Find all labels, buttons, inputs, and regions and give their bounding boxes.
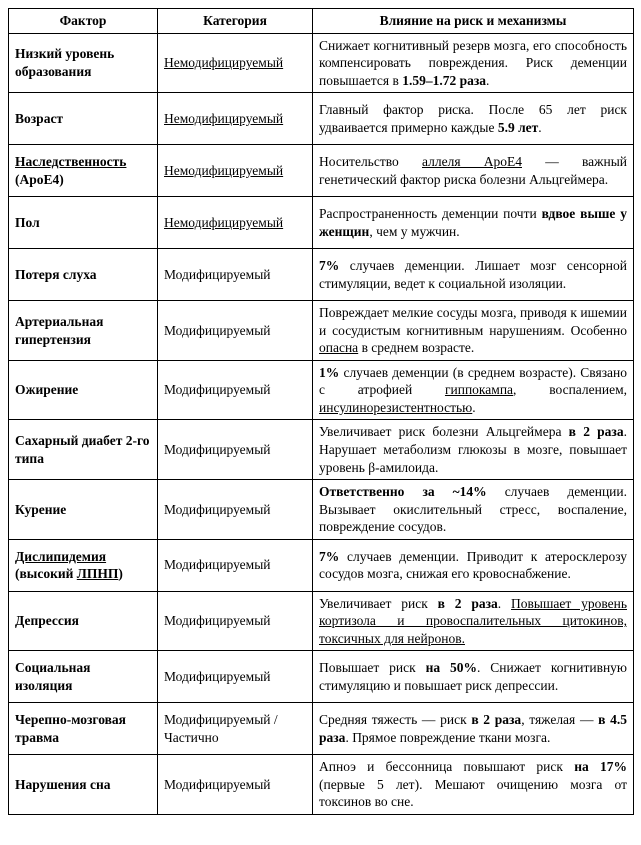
text-segment: Немодифицируемый xyxy=(164,162,284,178)
table-body xyxy=(9,33,634,814)
text-segment: Нарушения сна xyxy=(15,776,111,792)
text-segment: , тяжелая — xyxy=(521,712,599,728)
table-row xyxy=(9,301,634,361)
table-header xyxy=(9,9,634,34)
influence-cell xyxy=(313,591,634,651)
factor-cell xyxy=(9,145,158,197)
text-segment: Черепно-мозговая травма xyxy=(15,712,126,745)
text-segment: случаев деменции (в среднем возрасте). Связано с атрофией xyxy=(319,364,627,398)
influence-cell xyxy=(313,703,634,755)
table-row xyxy=(9,145,634,197)
influence-cell xyxy=(313,755,634,815)
factor-cell xyxy=(9,703,158,755)
category-cell xyxy=(158,301,313,361)
text-segment: . xyxy=(472,399,476,415)
text-segment: гиппокампа xyxy=(444,382,514,398)
text-segment: Носительство xyxy=(319,154,422,170)
factor-cell xyxy=(9,360,158,420)
text-segment: Главный фактор риска. После 65 лет риск удваивается примерно каждые xyxy=(319,102,627,135)
text-segment: случаев деменции. Приводит к атеросклерозу сосудов мозга, снижая его кровоснабжение. xyxy=(319,548,627,582)
category-cell xyxy=(158,145,313,197)
factor-cell xyxy=(9,420,158,480)
table-row xyxy=(9,33,634,93)
influence-cell xyxy=(313,145,634,197)
text-segment: — важный генетический фактор риска болезни Альцгеймера. xyxy=(319,154,627,187)
text-segment: Наследственность xyxy=(15,154,127,170)
category-cell xyxy=(158,420,313,480)
text-segment: в среднем возрасте. xyxy=(358,340,475,356)
text-segment: Немодифицируемый xyxy=(164,214,284,230)
text-segment: Социальная изоляция xyxy=(15,660,91,693)
text-segment: (первые 5 лет). Мешают очищению мозга от токсинов во сне. xyxy=(319,776,627,810)
text-segment: , чем у мужчин. xyxy=(369,223,460,239)
text-segment: Модифицируемый xyxy=(164,613,271,629)
factor-cell xyxy=(9,480,158,540)
text-segment: 7% xyxy=(319,258,340,274)
factor-cell xyxy=(9,249,158,301)
influence-cell xyxy=(313,360,634,420)
text-segment: ЛПНП xyxy=(76,566,119,582)
text-segment: Средняя тяжесть — риск xyxy=(319,712,472,728)
text-segment: Повреждает мелкие сосуды мозга, приводя к ишемии и сосудистым когнитивным нарушениям. Особенно xyxy=(319,305,627,338)
text-segment: Сахарный диабет 2-го типа xyxy=(15,433,150,466)
text-segment: Увеличивает риск xyxy=(319,595,438,611)
text-segment: Модифицируемый xyxy=(164,266,271,282)
text-segment: . xyxy=(538,119,542,135)
text-segment: Возраст xyxy=(15,110,64,126)
text-segment: 1.59–1.72 раза xyxy=(402,72,487,88)
category-cell xyxy=(158,249,313,301)
text-segment: Модифицируемый /Частично xyxy=(164,712,278,745)
table-row xyxy=(9,755,634,815)
category-cell xyxy=(158,197,313,249)
factor-cell xyxy=(9,93,158,145)
table-row xyxy=(9,197,634,249)
text-segment: инсулинорезистентностью xyxy=(319,399,473,415)
factor-cell xyxy=(9,197,158,249)
text-segment: Повышает уровень кортизола и провоспалительных цитокинов, токсичных для нейронов. xyxy=(319,595,628,646)
text-segment: ) xyxy=(118,566,123,582)
text-segment: Курение xyxy=(15,501,67,517)
category-cell xyxy=(158,703,313,755)
text-segment: Модифицируемый xyxy=(164,382,271,398)
text-segment: Немодифицируемый xyxy=(164,110,284,126)
factor-cell xyxy=(9,539,158,591)
text-segment: Снижает когнитивный резерв мозга, его способность компенсировать повреждения. Риск деменции повышается в xyxy=(319,37,627,88)
text-segment: Дислипидемия xyxy=(15,548,107,564)
text-segment: Распространенность деменции почти xyxy=(319,206,542,222)
table-row xyxy=(9,703,634,755)
table-row xyxy=(9,360,634,420)
text-segment: в 4.5 раза xyxy=(319,712,627,745)
table-row xyxy=(9,93,634,145)
table-row xyxy=(9,539,634,591)
text-segment: аллеля ApoE4 xyxy=(422,154,522,170)
text-segment: на 50% xyxy=(425,660,477,676)
header-cell-factor: Фактор xyxy=(9,9,158,34)
category-cell xyxy=(158,755,313,815)
table-row xyxy=(9,249,634,301)
text-segment: Ответственно за ~14% xyxy=(319,484,487,500)
text-segment: . xyxy=(486,72,490,88)
table-row xyxy=(9,420,634,480)
text-segment: Модифицируемый xyxy=(164,442,271,458)
text-segment: вдвое выше у женщин xyxy=(319,206,627,239)
influence-cell xyxy=(313,539,634,591)
influence-cell xyxy=(313,301,634,361)
table-row xyxy=(9,651,634,703)
text-segment: , воспалением, xyxy=(513,382,627,398)
influence-cell xyxy=(313,249,634,301)
text-segment: . Нарушает метаболизм глюкозы в мозге, повышает уровень β-амилоида. xyxy=(319,424,627,475)
factor-cell xyxy=(9,591,158,651)
text-segment: Депрессия xyxy=(15,613,79,629)
text-segment: Пол xyxy=(15,214,40,230)
text-segment: опасна xyxy=(319,340,359,356)
text-segment: Немодифицируемый xyxy=(164,55,284,71)
category-cell xyxy=(158,360,313,420)
influence-cell xyxy=(313,420,634,480)
text-segment: в 2 раза xyxy=(568,424,624,440)
text-segment: . Прямое повреждение ткани мозга. xyxy=(345,729,551,745)
header-row xyxy=(9,9,634,34)
influence-cell xyxy=(313,197,634,249)
text-segment: Модифицируемый xyxy=(164,669,271,685)
factor-cell xyxy=(9,651,158,703)
text-segment: на 17% xyxy=(574,759,627,775)
text-segment: Повышает риск xyxy=(319,660,426,676)
text-segment: . xyxy=(497,595,512,611)
text-segment: в 2 раза xyxy=(437,595,498,611)
header-cell-influence: Влияние на риск и механизмы xyxy=(313,9,634,34)
influence-cell xyxy=(313,651,634,703)
text-segment: Модифицируемый xyxy=(164,557,271,573)
text-segment: Артериальная гипертензия xyxy=(15,313,104,347)
header-cell-category: Категория xyxy=(158,9,313,34)
influence-cell xyxy=(313,93,634,145)
category-cell xyxy=(158,480,313,540)
influence-cell xyxy=(313,33,634,93)
text-segment: Ожирение xyxy=(15,382,79,398)
category-cell xyxy=(158,651,313,703)
influence-cell xyxy=(313,480,634,540)
text-segment: . Снижает когнитивную стимуляцию и повышает риск депрессии. xyxy=(319,660,628,693)
text-segment: Увеличивает риск болезни Альцгеймера xyxy=(319,424,569,440)
factor-cell xyxy=(9,301,158,361)
text-segment: 7% xyxy=(319,548,340,564)
factor-cell xyxy=(9,755,158,815)
text-segment: 1% xyxy=(319,364,340,380)
factor-cell xyxy=(9,33,158,93)
risk-factors-table xyxy=(8,8,634,815)
text-segment: Модифицируемый xyxy=(164,501,271,517)
text-segment: Модифицируемый xyxy=(164,776,271,792)
text-segment: Низкий уровень образования xyxy=(15,46,115,79)
text-segment: случаев деменции. Лишает мозг сенсорной стимуляции, ведет к социальной изоляции. xyxy=(319,258,627,291)
text-segment: Апноэ и бессонница повышают риск xyxy=(319,759,575,775)
category-cell xyxy=(158,33,313,93)
text-segment: случаев деменции. Вызывает окислительный стресс, воспаление, повреждение сосудов. xyxy=(319,484,628,535)
text-segment: Модифицируемый xyxy=(164,322,271,338)
text-segment: в 2 раза xyxy=(471,712,522,728)
table-row xyxy=(9,591,634,651)
category-cell xyxy=(158,539,313,591)
category-cell xyxy=(158,591,313,651)
table-row xyxy=(9,480,634,540)
text-segment: 5.9 лет xyxy=(497,119,539,135)
text-segment: Потеря слуха xyxy=(15,266,97,282)
text-segment: (ApoE4) xyxy=(15,171,64,187)
text-segment: (высокий xyxy=(15,566,77,582)
category-cell xyxy=(158,93,313,145)
